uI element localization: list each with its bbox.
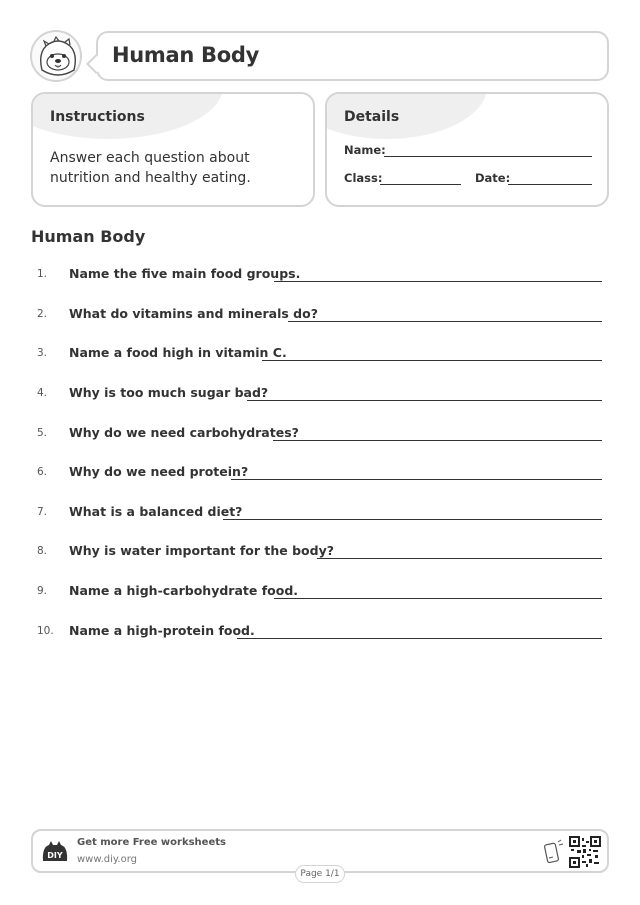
instructions-text: Answer each question about nutrition and healthy eating. bbox=[50, 150, 251, 186]
answer-line[interactable] bbox=[274, 598, 602, 599]
details-panel bbox=[325, 92, 609, 207]
title-banner bbox=[96, 31, 609, 81]
question-text: Why do we need carbohydrates? bbox=[69, 425, 299, 440]
question-row bbox=[37, 503, 602, 523]
question-row bbox=[37, 424, 602, 444]
answer-line[interactable] bbox=[262, 360, 602, 361]
question-number: 9. bbox=[37, 585, 48, 597]
diy-logo-icon bbox=[41, 839, 69, 865]
question-number: 1. bbox=[37, 268, 48, 280]
page-title: Human Body bbox=[112, 43, 259, 67]
question-number: 4. bbox=[37, 387, 48, 399]
date-field[interactable] bbox=[508, 184, 592, 185]
answer-line[interactable] bbox=[273, 440, 602, 441]
logo-text: DIY bbox=[47, 851, 63, 860]
section-title: Human Body bbox=[31, 227, 146, 246]
answer-line[interactable] bbox=[247, 400, 602, 401]
answer-line[interactable] bbox=[223, 519, 602, 520]
instructions-panel bbox=[31, 92, 315, 207]
question-number: 8. bbox=[37, 545, 48, 557]
question-row bbox=[37, 344, 602, 364]
class-field[interactable] bbox=[380, 184, 461, 185]
question-number: 5. bbox=[37, 427, 48, 439]
question-text: Name a food high in vitamin C. bbox=[69, 345, 287, 360]
page-indicator: Page 1/1 bbox=[295, 865, 345, 883]
question-number: 7. bbox=[37, 506, 48, 518]
question-text: What is a balanced diet? bbox=[69, 504, 243, 519]
question-row bbox=[37, 384, 602, 404]
qr-code-icon[interactable] bbox=[569, 836, 601, 868]
phone-icon bbox=[543, 839, 565, 865]
details-heading: Details bbox=[344, 109, 400, 125]
question-number: 6. bbox=[37, 466, 48, 478]
question-number: 2. bbox=[37, 308, 48, 320]
question-row bbox=[37, 463, 602, 483]
question-text: Why is too much sugar bad? bbox=[69, 385, 269, 400]
question-row bbox=[37, 265, 602, 285]
question-number: 3. bbox=[37, 347, 48, 359]
question-text: What do vitamins and minerals do? bbox=[69, 306, 318, 321]
question-text: Why do we need protein? bbox=[69, 464, 249, 479]
question-row bbox=[37, 305, 602, 325]
name-field[interactable] bbox=[384, 156, 592, 157]
answer-line[interactable] bbox=[231, 479, 602, 480]
mascot-face-icon bbox=[30, 30, 82, 82]
footer-promo-text: Get more Free worksheets bbox=[77, 837, 226, 848]
class-label: Class: bbox=[344, 171, 383, 185]
name-label: Name: bbox=[344, 143, 386, 157]
date-label: Date: bbox=[475, 171, 511, 185]
answer-line[interactable] bbox=[317, 558, 602, 559]
question-row bbox=[37, 542, 602, 562]
question-row bbox=[37, 582, 602, 602]
answer-line[interactable] bbox=[274, 281, 602, 282]
question-text: Why is water important for the body? bbox=[69, 543, 334, 558]
question-text: Name a high-protein food. bbox=[69, 623, 255, 638]
question-number: 10. bbox=[37, 625, 54, 637]
answer-line[interactable] bbox=[237, 638, 602, 639]
footer-url[interactable]: www.diy.org bbox=[77, 854, 137, 865]
question-text: Name the five main food groups. bbox=[69, 266, 301, 281]
question-text: Name a high-carbohydrate food. bbox=[69, 583, 299, 598]
answer-line[interactable] bbox=[288, 321, 602, 322]
instructions-heading: Instructions bbox=[50, 109, 145, 125]
question-row bbox=[37, 622, 602, 642]
